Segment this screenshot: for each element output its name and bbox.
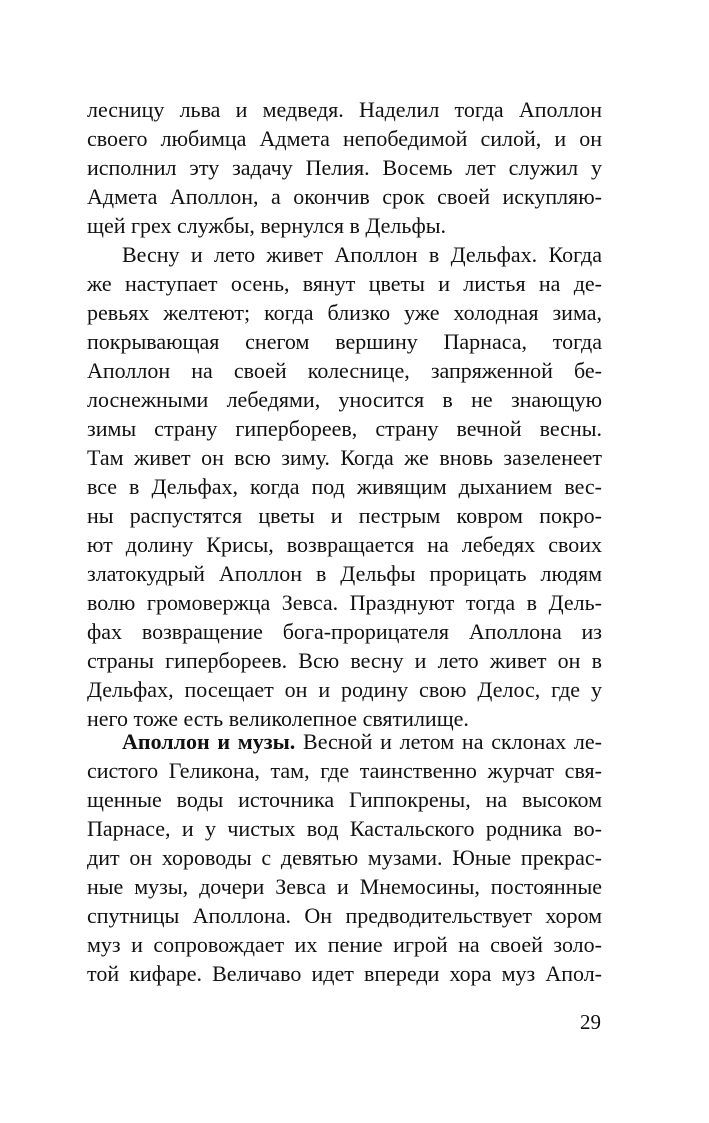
text-line: златокудрый Аполлон в Дельфы прорицать людям <box>87 561 602 586</box>
page-number: 29 <box>580 1010 601 1034</box>
text-line: ные музы, дочери Зевса и Мнемосины, постоянные <box>87 874 602 899</box>
text-line: своего любимца Адмета непобедимой силой, и он <box>87 126 602 151</box>
text-line: дит он хороводы с девятью музами. Юные прекрас- <box>87 845 602 870</box>
text-line: страны гипербореев. Всю весну и лето живет он в <box>87 648 602 673</box>
section-text-block <box>87 727 602 988</box>
text-line: Адмета Аполлон, а окончив срок своей искупляю- <box>87 184 602 209</box>
text-line: фах возвращение бога-прорицателя Аполлона из <box>87 619 602 644</box>
paragraph-3 <box>87 727 602 988</box>
text-line: него тоже есть великолепное святилище. <box>87 706 469 731</box>
text-line: щей грех службы, вернулся в Дельфы. <box>87 213 446 238</box>
text-line: той кифаре. Величаво идет впереди хора муз Апол- <box>87 961 602 986</box>
text-line: ны распустятся цветы и пестрым ковром покро- <box>87 503 602 528</box>
text-line: муз и сопровождает их пение игрой на своей золо- <box>87 932 602 957</box>
text-line: лоснежными лебедями, уносится в не знающую <box>87 387 602 412</box>
text-line: зимы страну гипербореев, страну вечной весны. <box>87 416 602 441</box>
text-line: исполнил эту задачу Пелия. Восемь лет служил у <box>87 155 602 180</box>
text-line: щенные воды источника Гиппокрены, на высоком <box>87 787 602 812</box>
text-line: систого Геликона, там, где таинственно журчат свя- <box>87 758 602 783</box>
text-line: все в Дельфах, когда под живящим дыханием вес- <box>87 474 602 499</box>
text-line: волю громовержца Зевса. Празднуют тогда в Дель- <box>87 590 602 615</box>
paragraph-2 <box>87 240 602 733</box>
section-heading: Аполлон и музы. <box>122 729 296 754</box>
text-line: ревьях желтеют; когда близко уже холодная зима, <box>87 300 602 325</box>
text-line: Там живет он всю зиму. Когда же вновь зазеленеет <box>87 445 602 470</box>
text-line: же наступает осень, вянут цветы и листья на де- <box>87 271 602 296</box>
text-line <box>87 727 602 756</box>
text-line: Парнасе, и у чистых вод Кастальского родника во- <box>87 816 602 841</box>
paragraph-1 <box>87 95 602 240</box>
text-line-rest: Весной и летом на склонах ле- <box>295 729 602 754</box>
text-line: спутницы Аполлона. Он предводительствует хором <box>87 903 602 928</box>
text-line: Дельфах, посещает он и родину свою Делос, где у <box>87 677 602 702</box>
text-line: Аполлон на своей колеснице, запряженной бе- <box>87 358 602 383</box>
main-text-block <box>87 95 602 733</box>
text-line: ют долину Крисы, возвращается на лебедях своих <box>87 532 602 557</box>
text-line: Весну и лето живет Аполлон в Дельфах. Когда <box>122 242 602 267</box>
text-line: лесницу льва и медведя. Наделил тогда Аполлон <box>87 97 602 122</box>
text-line: покрывающая снегом вершину Парнаса, тогда <box>87 329 602 354</box>
